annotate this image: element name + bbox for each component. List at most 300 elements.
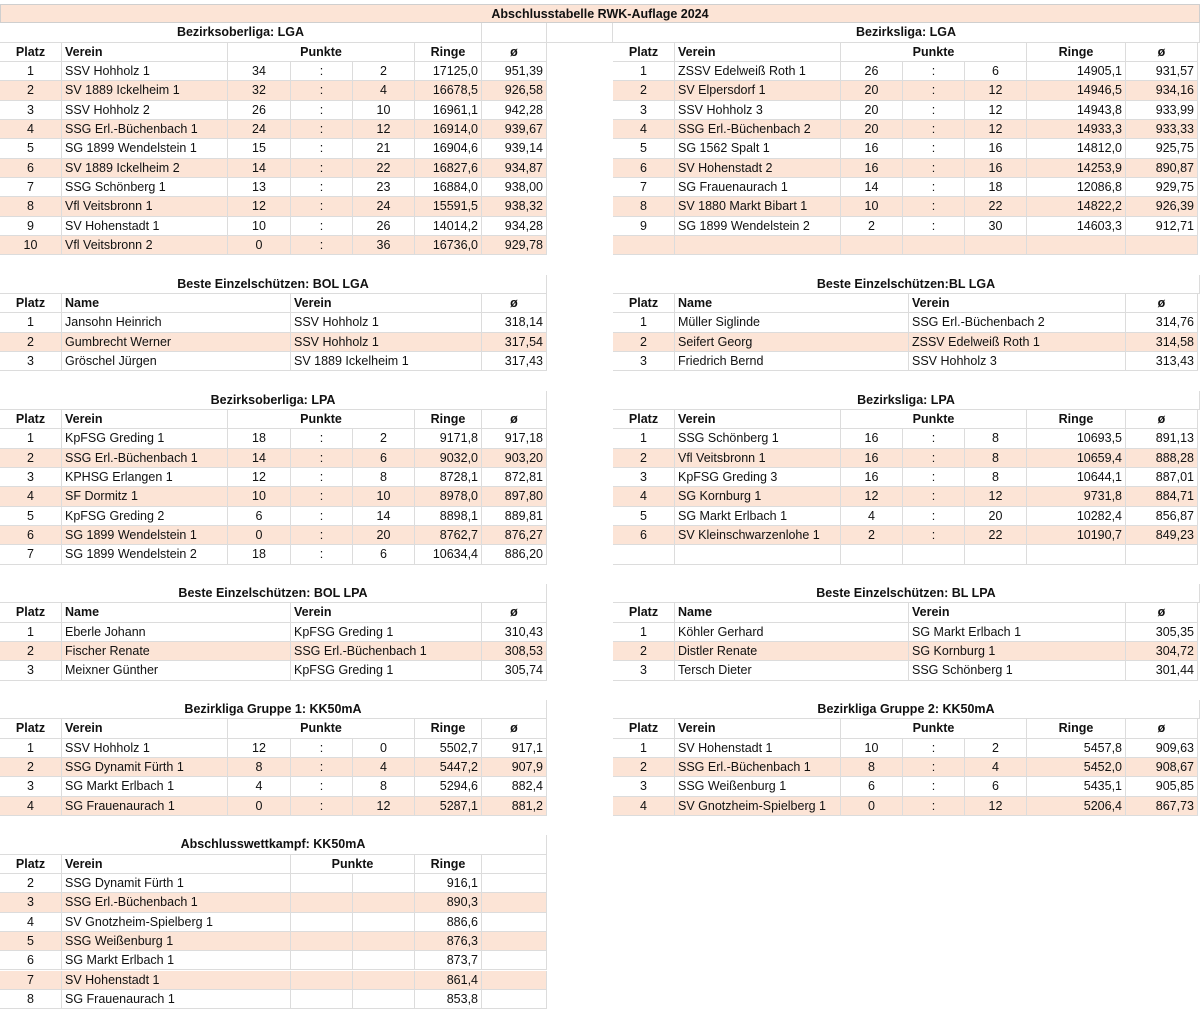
points-lost-cell[interactable]: 12 (965, 101, 1027, 120)
verein-cell[interactable]: SSG Erl.-Büchenbach 1 (291, 642, 482, 661)
einzel-bol-lpa-header-avg[interactable]: ø (482, 603, 547, 622)
avg-cell[interactable]: 891,13 (1126, 429, 1198, 448)
ringe-cell[interactable]: 5502,7 (415, 739, 482, 758)
bl-lpa-header-ringe[interactable]: Ringe (1027, 410, 1126, 429)
bl-lpa-header-avg[interactable]: ø (1126, 410, 1198, 429)
avg-cell[interactable]: 884,71 (1126, 487, 1198, 506)
bl-lga-header-verein[interactable]: Verein (675, 43, 841, 62)
platz-cell[interactable]: 2 (0, 449, 62, 468)
verein-cell[interactable]: SSG Schönberg 1 (909, 661, 1126, 680)
platz-cell[interactable]: 3 (613, 352, 675, 371)
points-won-cell[interactable]: 16 (841, 159, 903, 178)
bl-g2-kk-header-punkte[interactable]: Punkte (841, 719, 1027, 738)
bl-g2-kk-header-verein[interactable]: Verein (675, 719, 841, 738)
name-cell[interactable]: Tersch Dieter (675, 661, 909, 680)
einzel-bol-lga-header-platz[interactable]: Platz (0, 294, 62, 313)
ringe-cell[interactable]: 16914,0 (415, 120, 482, 139)
platz-cell[interactable]: 6 (0, 159, 62, 178)
einzel-bl-lga-header-name[interactable]: Name (675, 294, 909, 313)
ringe-cell[interactable]: 876,3 (415, 932, 482, 951)
einzel-bl-lga-header-platz[interactable]: Platz (613, 294, 675, 313)
empty-cell[interactable] (353, 893, 415, 912)
platz-cell[interactable]: 1 (613, 313, 675, 332)
bol-lpa-header-verein[interactable]: Verein (62, 410, 228, 429)
avg-cell[interactable]: 310,43 (482, 623, 547, 642)
empty-cell[interactable] (482, 893, 547, 912)
points-separator[interactable]: : (903, 178, 965, 197)
avg-cell[interactable]: 897,80 (482, 487, 547, 506)
platz-cell[interactable]: 10 (0, 236, 62, 255)
platz-cell[interactable]: 4 (613, 487, 675, 506)
points-won-cell[interactable]: 12 (228, 739, 291, 758)
points-won-cell[interactable]: 8 (228, 758, 291, 777)
avg-cell[interactable]: 917,18 (482, 429, 547, 448)
verein-cell[interactable]: Vfl Veitsbronn 2 (62, 236, 228, 255)
abschluss-kk-title[interactable]: Abschlusswettkampf: KK50mA (0, 835, 547, 854)
empty-cell[interactable] (1126, 545, 1198, 564)
avg-cell[interactable]: 908,67 (1126, 758, 1198, 777)
points-won-cell[interactable]: 14 (841, 178, 903, 197)
empty-cell[interactable] (675, 236, 841, 255)
verein-cell[interactable]: SG Markt Erlbach 1 (909, 623, 1126, 642)
verein-cell[interactable]: SSG Erl.-Büchenbach 1 (62, 449, 228, 468)
empty-cell[interactable] (291, 990, 353, 1009)
points-won-cell[interactable]: 0 (841, 797, 903, 816)
points-won-cell[interactable]: 2 (841, 217, 903, 236)
platz-cell[interactable]: 3 (613, 777, 675, 796)
points-separator[interactable]: : (291, 758, 353, 777)
points-lost-cell[interactable]: 36 (353, 236, 415, 255)
points-separator[interactable]: : (903, 507, 965, 526)
platz-cell[interactable]: 4 (0, 487, 62, 506)
ringe-cell[interactable]: 16736,0 (415, 236, 482, 255)
points-lost-cell[interactable]: 12 (353, 120, 415, 139)
verein-cell[interactable]: SG Frauenaurach 1 (62, 797, 228, 816)
points-separator[interactable]: : (291, 236, 353, 255)
bl-lpa-header-verein[interactable]: Verein (675, 410, 841, 429)
points-lost-cell[interactable]: 22 (965, 197, 1027, 216)
platz-cell[interactable]: 2 (613, 81, 675, 100)
points-lost-cell[interactable]: 10 (353, 487, 415, 506)
bl-g2-kk-header-avg[interactable]: ø (1126, 719, 1198, 738)
verein-cell[interactable]: SSV Hohholz 2 (62, 101, 228, 120)
ringe-cell[interactable]: 16827,6 (415, 159, 482, 178)
avg-cell[interactable]: 301,44 (1126, 661, 1198, 680)
avg-cell[interactable]: 934,16 (1126, 81, 1198, 100)
avg-cell[interactable]: 317,54 (482, 333, 547, 352)
avg-cell[interactable]: 881,2 (482, 797, 547, 816)
points-won-cell[interactable]: 6 (228, 507, 291, 526)
points-won-cell[interactable]: 4 (228, 777, 291, 796)
empty-cell[interactable] (965, 236, 1027, 255)
ringe-cell[interactable]: 14943,8 (1027, 101, 1126, 120)
platz-cell[interactable]: 3 (0, 777, 62, 796)
verein-cell[interactable]: SV Gnotzheim-Spielberg 1 (62, 913, 291, 932)
bol-lga-header-ringe[interactable]: Ringe (415, 43, 482, 62)
platz-cell[interactable]: 1 (0, 62, 62, 81)
points-lost-cell[interactable]: 8 (353, 468, 415, 487)
einzel-bol-lpa-header-name[interactable]: Name (62, 603, 291, 622)
abschluss-header-punkte[interactable]: Punkte (291, 855, 415, 874)
points-won-cell[interactable]: 20 (841, 81, 903, 100)
verein-cell[interactable]: SSG Schönberg 1 (675, 429, 841, 448)
einzel-bol-lga-header-avg[interactable]: ø (482, 294, 547, 313)
verein-cell[interactable]: SV 1889 Ickelheim 2 (62, 159, 228, 178)
platz-cell[interactable]: 1 (613, 62, 675, 81)
bl-lga-header-platz[interactable]: Platz (613, 43, 675, 62)
verein-cell[interactable]: SG 1562 Spalt 1 (675, 139, 841, 158)
avg-cell[interactable]: 317,43 (482, 352, 547, 371)
platz-cell[interactable]: 5 (0, 932, 62, 951)
avg-cell[interactable]: 867,73 (1126, 797, 1198, 816)
points-lost-cell[interactable]: 6 (353, 449, 415, 468)
ringe-cell[interactable]: 890,3 (415, 893, 482, 912)
points-lost-cell[interactable]: 14 (353, 507, 415, 526)
avg-cell[interactable]: 886,20 (482, 545, 547, 564)
verein-cell[interactable]: KpFSG Greding 1 (291, 623, 482, 642)
platz-cell[interactable]: 3 (0, 893, 62, 912)
ringe-cell[interactable]: 16884,0 (415, 178, 482, 197)
einzel-bl-lpa-header-verein[interactable]: Verein (909, 603, 1126, 622)
verein-cell[interactable]: SG 1899 Wendelstein 2 (675, 217, 841, 236)
platz-cell[interactable]: 6 (613, 526, 675, 545)
bol-lpa-header-avg[interactable]: ø (482, 410, 547, 429)
avg-cell[interactable]: 939,67 (482, 120, 547, 139)
platz-cell[interactable]: 6 (0, 526, 62, 545)
points-lost-cell[interactable]: 6 (965, 62, 1027, 81)
avg-cell[interactable]: 912,71 (1126, 217, 1198, 236)
ringe-cell[interactable]: 9731,8 (1027, 487, 1126, 506)
verein-cell[interactable]: ZSSV Edelweiß Roth 1 (675, 62, 841, 81)
name-cell[interactable]: Eberle Johann (62, 623, 291, 642)
empty-cell[interactable] (675, 545, 841, 564)
points-lost-cell[interactable]: 4 (965, 758, 1027, 777)
einzel-bl-lga-header-avg[interactable]: ø (1126, 294, 1198, 313)
empty-cell[interactable] (482, 913, 547, 932)
points-separator[interactable]: : (903, 159, 965, 178)
name-cell[interactable]: Köhler Gerhard (675, 623, 909, 642)
verein-cell[interactable]: SSG Erl.-Büchenbach 2 (909, 313, 1126, 332)
points-won-cell[interactable]: 26 (228, 101, 291, 120)
abschluss-header-verein[interactable]: Verein (62, 855, 291, 874)
avg-cell[interactable]: 856,87 (1126, 507, 1198, 526)
bl-g2-kk-header-platz[interactable]: Platz (613, 719, 675, 738)
points-won-cell[interactable]: 8 (841, 758, 903, 777)
points-separator[interactable]: : (903, 429, 965, 448)
name-cell[interactable]: Gumbrecht Werner (62, 333, 291, 352)
points-lost-cell[interactable]: 22 (965, 526, 1027, 545)
verein-cell[interactable]: SSG Dynamit Fürth 1 (62, 874, 291, 893)
points-lost-cell[interactable]: 10 (353, 101, 415, 120)
bol-lga-header-verein[interactable]: Verein (62, 43, 228, 62)
points-lost-cell[interactable]: 16 (965, 159, 1027, 178)
platz-cell[interactable]: 5 (0, 507, 62, 526)
ringe-cell[interactable]: 10693,5 (1027, 429, 1126, 448)
verein-cell[interactable]: SSV Hohholz 3 (909, 352, 1126, 371)
empty-cell[interactable] (1126, 236, 1198, 255)
verein-cell[interactable]: SV 1889 Ickelheim 1 (291, 352, 482, 371)
ringe-cell[interactable]: 916,1 (415, 874, 482, 893)
ringe-cell[interactable]: 14946,5 (1027, 81, 1126, 100)
empty-cell[interactable] (547, 23, 613, 42)
points-separator[interactable]: : (903, 526, 965, 545)
verein-cell[interactable]: SSG Weißenburg 1 (675, 777, 841, 796)
bl-g1-kk-title[interactable]: Bezirkliga Gruppe 1: KK50mA (0, 700, 547, 719)
ringe-cell[interactable]: 5457,8 (1027, 739, 1126, 758)
points-separator[interactable]: : (291, 468, 353, 487)
points-separator[interactable]: : (903, 139, 965, 158)
points-won-cell[interactable]: 24 (228, 120, 291, 139)
empty-cell[interactable] (482, 23, 547, 42)
points-separator[interactable]: : (903, 81, 965, 100)
ringe-cell[interactable]: 861,4 (415, 971, 482, 990)
points-lost-cell[interactable]: 0 (353, 739, 415, 758)
points-lost-cell[interactable]: 8 (965, 449, 1027, 468)
empty-cell[interactable] (291, 971, 353, 990)
bol-lpa-header-ringe[interactable]: Ringe (415, 410, 482, 429)
platz-cell[interactable]: 6 (613, 159, 675, 178)
verein-cell[interactable]: SSV Hohholz 1 (62, 62, 228, 81)
verein-cell[interactable]: SG Markt Erlbach 1 (62, 951, 291, 970)
ringe-cell[interactable]: 9171,8 (415, 429, 482, 448)
empty-cell[interactable] (613, 545, 675, 564)
verein-cell[interactable]: SSG Erl.-Büchenbach 1 (62, 893, 291, 912)
points-separator[interactable]: : (291, 429, 353, 448)
ringe-cell[interactable]: 5294,6 (415, 777, 482, 796)
avg-cell[interactable]: 308,53 (482, 642, 547, 661)
einzel-bol-lpa-title[interactable]: Beste Einzelschützen: BOL LPA (0, 584, 547, 603)
points-lost-cell[interactable]: 4 (353, 81, 415, 100)
abschluss-header-platz[interactable]: Platz (0, 855, 62, 874)
points-separator[interactable]: : (903, 777, 965, 796)
points-separator[interactable]: : (903, 62, 965, 81)
bol-lga-header-punkte[interactable]: Punkte (228, 43, 415, 62)
platz-cell[interactable]: 1 (0, 739, 62, 758)
avg-cell[interactable]: 888,28 (1126, 449, 1198, 468)
points-lost-cell[interactable]: 2 (353, 62, 415, 81)
points-won-cell[interactable]: 20 (841, 101, 903, 120)
einzel-bl-lpa-header-name[interactable]: Name (675, 603, 909, 622)
ringe-cell[interactable]: 14822,2 (1027, 197, 1126, 216)
platz-cell[interactable]: 2 (613, 642, 675, 661)
points-won-cell[interactable]: 12 (228, 197, 291, 216)
bl-lga-header-avg[interactable]: ø (1126, 43, 1198, 62)
avg-cell[interactable]: 929,78 (482, 236, 547, 255)
bl-lga-header-punkte[interactable]: Punkte (841, 43, 1027, 62)
ringe-cell[interactable]: 8728,1 (415, 468, 482, 487)
avg-cell[interactable]: 890,87 (1126, 159, 1198, 178)
bol-lpa-title[interactable]: Bezirksoberliga: LPA (0, 391, 547, 410)
avg-cell[interactable]: 305,35 (1126, 623, 1198, 642)
verein-cell[interactable]: SSV Hohholz 1 (291, 313, 482, 332)
points-separator[interactable]: : (291, 101, 353, 120)
points-won-cell[interactable]: 16 (841, 449, 903, 468)
ringe-cell[interactable]: 14014,2 (415, 217, 482, 236)
points-lost-cell[interactable]: 18 (965, 178, 1027, 197)
points-separator[interactable]: : (903, 101, 965, 120)
platz-cell[interactable]: 2 (0, 874, 62, 893)
avg-cell[interactable]: 933,99 (1126, 101, 1198, 120)
avg-cell[interactable]: 305,74 (482, 661, 547, 680)
points-separator[interactable]: : (903, 217, 965, 236)
points-lost-cell[interactable]: 8 (353, 777, 415, 796)
platz-cell[interactable]: 1 (613, 739, 675, 758)
points-lost-cell[interactable]: 4 (353, 758, 415, 777)
platz-cell[interactable]: 8 (0, 197, 62, 216)
verein-cell[interactable]: Vfl Veitsbronn 1 (62, 197, 228, 216)
bol-lga-title[interactable]: Bezirksoberliga: LGA (0, 23, 482, 42)
platz-cell[interactable]: 4 (0, 913, 62, 932)
bl-g1-kk-header-avg[interactable]: ø (482, 719, 547, 738)
points-separator[interactable]: : (903, 487, 965, 506)
verein-cell[interactable]: SV Hohenstadt 1 (675, 739, 841, 758)
empty-cell[interactable] (482, 990, 547, 1009)
platz-cell[interactable]: 4 (0, 797, 62, 816)
ringe-cell[interactable]: 16904,6 (415, 139, 482, 158)
name-cell[interactable]: Müller Siglinde (675, 313, 909, 332)
points-won-cell[interactable]: 14 (228, 159, 291, 178)
ringe-cell[interactable]: 5452,0 (1027, 758, 1126, 777)
verein-cell[interactable]: SG Markt Erlbach 1 (62, 777, 228, 796)
einzel-bol-lpa-header-verein[interactable]: Verein (291, 603, 482, 622)
empty-cell[interactable] (903, 545, 965, 564)
points-won-cell[interactable]: 18 (228, 429, 291, 448)
avg-cell[interactable]: 313,43 (1126, 352, 1198, 371)
bl-lga-header-ringe[interactable]: Ringe (1027, 43, 1126, 62)
verein-cell[interactable]: SV Kleinschwarzenlohe 1 (675, 526, 841, 545)
einzel-bol-lga-header-name[interactable]: Name (62, 294, 291, 313)
verein-cell[interactable]: SG 1899 Wendelstein 1 (62, 139, 228, 158)
empty-cell[interactable] (291, 893, 353, 912)
empty-cell[interactable] (353, 990, 415, 1009)
platz-cell[interactable]: 1 (0, 313, 62, 332)
verein-cell[interactable]: ZSSV Edelweiß Roth 1 (909, 333, 1126, 352)
platz-cell[interactable]: 2 (0, 333, 62, 352)
empty-cell[interactable] (613, 236, 675, 255)
bl-lpa-header-punkte[interactable]: Punkte (841, 410, 1027, 429)
avg-cell[interactable]: 942,28 (482, 101, 547, 120)
points-separator[interactable]: : (903, 468, 965, 487)
platz-cell[interactable]: 1 (613, 429, 675, 448)
ringe-cell[interactable]: 873,7 (415, 951, 482, 970)
points-lost-cell[interactable]: 12 (353, 797, 415, 816)
ringe-cell[interactable]: 12086,8 (1027, 178, 1126, 197)
verein-cell[interactable]: SSG Erl.-Büchenbach 1 (675, 758, 841, 777)
avg-cell[interactable]: 909,63 (1126, 739, 1198, 758)
avg-cell[interactable]: 318,14 (482, 313, 547, 332)
points-lost-cell[interactable]: 22 (353, 159, 415, 178)
ringe-cell[interactable]: 17125,0 (415, 62, 482, 81)
verein-cell[interactable]: KPHSG Erlangen 1 (62, 468, 228, 487)
empty-cell[interactable] (291, 932, 353, 951)
empty-cell[interactable] (353, 971, 415, 990)
platz-cell[interactable]: 6 (0, 951, 62, 970)
ringe-cell[interactable]: 5447,2 (415, 758, 482, 777)
ringe-cell[interactable]: 10282,4 (1027, 507, 1126, 526)
points-lost-cell[interactable]: 12 (965, 81, 1027, 100)
avg-cell[interactable]: 872,81 (482, 468, 547, 487)
ringe-cell[interactable]: 10634,4 (415, 545, 482, 564)
verein-cell[interactable]: KpFSG Greding 2 (62, 507, 228, 526)
points-separator[interactable]: : (291, 197, 353, 216)
ringe-cell[interactable]: 5435,1 (1027, 777, 1126, 796)
points-lost-cell[interactable]: 26 (353, 217, 415, 236)
points-separator[interactable]: : (291, 739, 353, 758)
ringe-cell[interactable]: 16678,5 (415, 81, 482, 100)
points-lost-cell[interactable]: 30 (965, 217, 1027, 236)
points-separator[interactable]: : (291, 81, 353, 100)
platz-cell[interactable]: 5 (0, 139, 62, 158)
points-won-cell[interactable]: 14 (228, 449, 291, 468)
avg-cell[interactable]: 314,58 (1126, 333, 1198, 352)
empty-cell[interactable] (291, 874, 353, 893)
platz-cell[interactable]: 3 (0, 352, 62, 371)
avg-cell[interactable]: 887,01 (1126, 468, 1198, 487)
platz-cell[interactable]: 4 (613, 797, 675, 816)
points-separator[interactable]: : (903, 120, 965, 139)
points-lost-cell[interactable]: 6 (353, 545, 415, 564)
platz-cell[interactable]: 7 (0, 545, 62, 564)
points-separator[interactable]: : (903, 739, 965, 758)
empty-cell[interactable] (903, 236, 965, 255)
points-won-cell[interactable]: 20 (841, 120, 903, 139)
einzel-bl-lpa-header-avg[interactable]: ø (1126, 603, 1198, 622)
bol-lga-header-platz[interactable]: Platz (0, 43, 62, 62)
empty-cell[interactable] (965, 545, 1027, 564)
verein-cell[interactable]: SV 1880 Markt Bibart 1 (675, 197, 841, 216)
empty-cell[interactable] (482, 971, 547, 990)
empty-cell[interactable] (482, 855, 547, 874)
platz-cell[interactable]: 2 (0, 758, 62, 777)
bl-g1-kk-header-ringe[interactable]: Ringe (415, 719, 482, 738)
points-won-cell[interactable]: 2 (841, 526, 903, 545)
bol-lpa-header-platz[interactable]: Platz (0, 410, 62, 429)
einzel-bl-lpa-header-platz[interactable]: Platz (613, 603, 675, 622)
points-lost-cell[interactable]: 20 (353, 526, 415, 545)
points-separator[interactable]: : (903, 197, 965, 216)
name-cell[interactable]: Meixner Günther (62, 661, 291, 680)
points-separator[interactable]: : (291, 449, 353, 468)
name-cell[interactable]: Distler Renate (675, 642, 909, 661)
verein-cell[interactable]: KpFSG Greding 1 (291, 661, 482, 680)
bl-g1-kk-header-verein[interactable]: Verein (62, 719, 228, 738)
platz-cell[interactable]: 3 (613, 101, 675, 120)
ringe-cell[interactable]: 9032,0 (415, 449, 482, 468)
points-won-cell[interactable]: 4 (841, 507, 903, 526)
points-won-cell[interactable]: 0 (228, 236, 291, 255)
ringe-cell[interactable]: 8762,7 (415, 526, 482, 545)
ringe-cell[interactable]: 10644,1 (1027, 468, 1126, 487)
points-separator[interactable]: : (291, 139, 353, 158)
points-lost-cell[interactable]: 23 (353, 178, 415, 197)
empty-cell[interactable] (482, 874, 547, 893)
points-lost-cell[interactable]: 12 (965, 120, 1027, 139)
avg-cell[interactable]: 926,39 (1126, 197, 1198, 216)
points-lost-cell[interactable]: 8 (965, 429, 1027, 448)
verein-cell[interactable]: KpFSG Greding 3 (675, 468, 841, 487)
platz-cell[interactable]: 2 (0, 81, 62, 100)
avg-cell[interactable]: 903,20 (482, 449, 547, 468)
platz-cell[interactable]: 5 (613, 139, 675, 158)
empty-cell[interactable] (291, 951, 353, 970)
points-separator[interactable]: : (291, 545, 353, 564)
points-separator[interactable]: : (291, 120, 353, 139)
platz-cell[interactable]: 7 (0, 178, 62, 197)
avg-cell[interactable]: 934,87 (482, 159, 547, 178)
einzel-bol-lpa-header-platz[interactable]: Platz (0, 603, 62, 622)
points-won-cell[interactable]: 34 (228, 62, 291, 81)
platz-cell[interactable]: 5 (613, 507, 675, 526)
